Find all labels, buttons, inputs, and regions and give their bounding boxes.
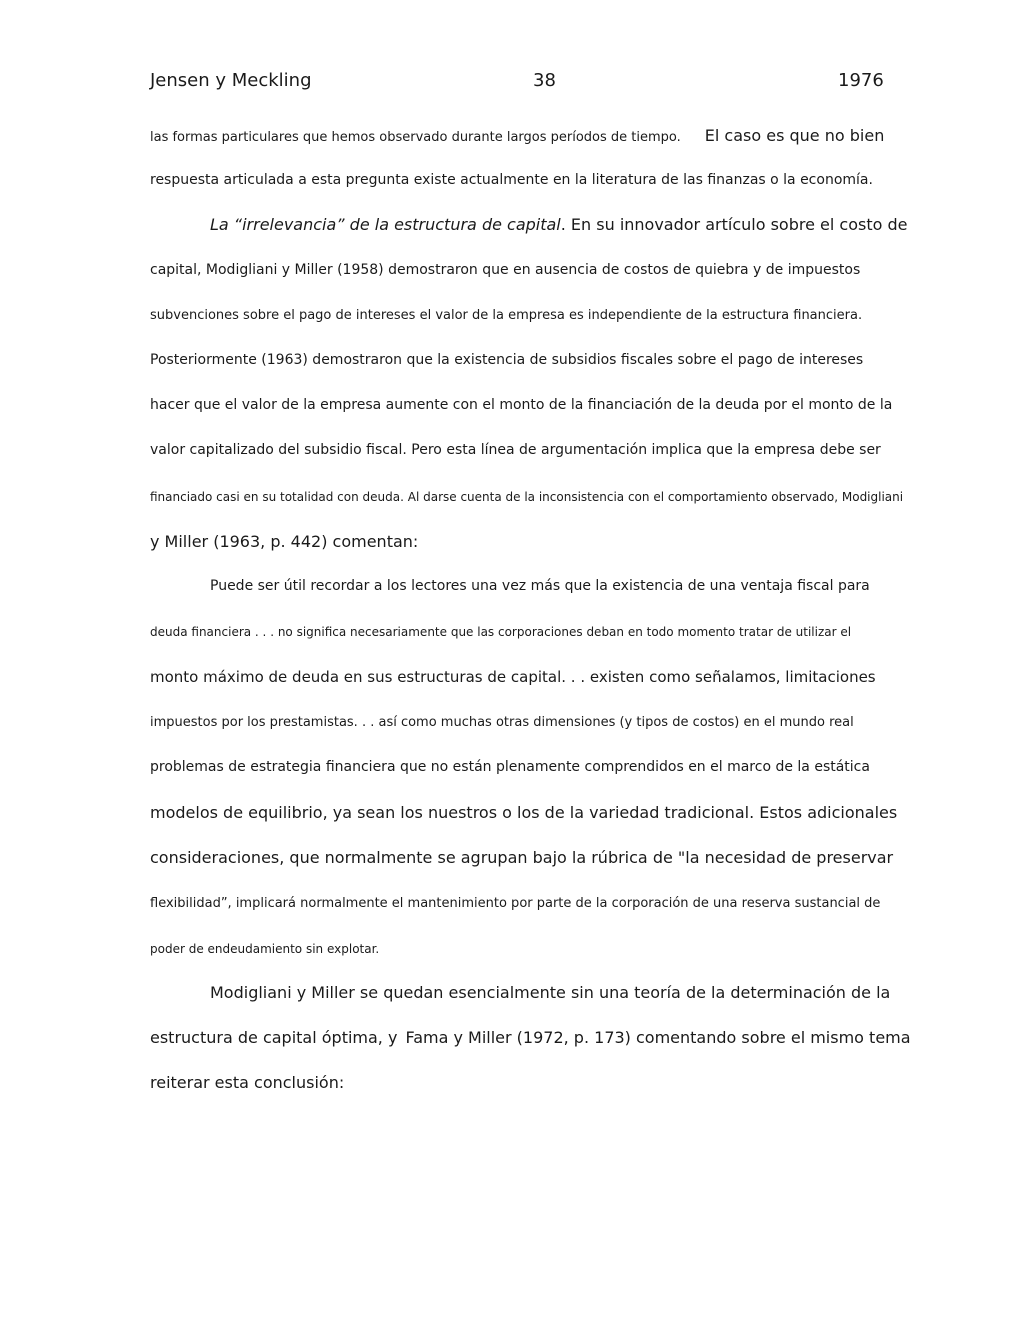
- quote-line-6: modelos de equilibrio, ya sean los nuestros o los de la variedad tradicional. Estos adicionales: [150, 803, 898, 822]
- text-line-4: capital, Modigliani y Miller (1958) demostraron que en ausencia de costos de quiebra y de impuestos: [150, 262, 861, 278]
- text-line-1a: las formas particulares que hemos observado durante largos períodos de tiempo.: [150, 130, 681, 145]
- quote-line-9: poder de endeudamiento sin explotar.: [150, 942, 380, 956]
- paragraph2-line-1: Modigliani y Miller se quedan esencialmente sin una teoría de la determinación de la: [210, 983, 891, 1002]
- text-line-6: Posteriormente (1963) demostraron que la existencia de subsidios fiscales sobre el pago de intereses: [150, 352, 864, 368]
- text-line-9: financiado casi en su totalidad con deuda. Al darse cuenta de la inconsistencia con el comportamiento observado, Modigliani: [150, 490, 904, 504]
- quote-line-2: deuda financiera . . . no significa necesariamente que las corporaciones deban en todo momento tratar de utilizar el: [150, 625, 852, 639]
- section-heading-line: [210, 215, 907, 234]
- header-authors: Jensen y Meckling: [150, 70, 312, 91]
- quote-line-3: monto máximo de deuda en sus estructuras de capital. . . existen como señalamos, limitaciones: [150, 668, 876, 686]
- section-heading-rest: . En su innovador artículo sobre el costo de: [560, 215, 908, 234]
- text-line-7: hacer que el valor de la empresa aumente con el monto de la financiación de la deuda por el monto de la: [150, 397, 893, 413]
- header-page-number: 38: [533, 70, 556, 91]
- header-year: 1976: [838, 70, 884, 91]
- paragraph2-line-2: [150, 1028, 911, 1047]
- section-title-italic: La “irrelevancia” de la estructura de capital: [210, 215, 561, 234]
- quote-line-7: consideraciones, que normalmente se agrupan bajo la rúbrica de "la necesidad de preservar: [150, 848, 894, 867]
- quote-line-5: problemas de estrategia financiera que no están plenamente comprendidos en el marco de la estática: [150, 759, 870, 775]
- quote-line-1: Puede ser útil recordar a los lectores una vez más que la existencia de una ventaja fiscal para: [210, 578, 870, 594]
- quote-line-8: flexibilidad”, implicará normalmente el mantenimiento por parte de la corporación de una reserva sustancial de: [150, 896, 881, 911]
- text-line-10: y Miller (1963, p. 442) comentan:: [150, 532, 419, 551]
- paragraph2-line-2a: estructura de capital óptima, y: [150, 1028, 398, 1047]
- quote-line-4: impuestos por los prestamistas. . . así como muchas otras dimensiones (y tipos de costos) en el mundo real: [150, 715, 854, 730]
- text-line-1: [150, 126, 884, 145]
- text-line-2: respuesta articulada a esta pregunta existe actualmente en la literatura de las finanzas o la economía.: [150, 172, 873, 188]
- text-line-8: valor capitalizado del subsidio fiscal. Pero esta línea de argumentación implica que la empresa debe ser: [150, 442, 881, 458]
- text-line-1b: El caso es que no bien: [704, 126, 885, 145]
- text-line-5: subvenciones sobre el pago de intereses el valor de la empresa es independiente de la estructura financiera.: [150, 308, 863, 323]
- paragraph2-line-3: reiterar esta conclusión:: [150, 1073, 345, 1092]
- paragraph2-line-2b: Fama y Miller (1972, p. 173) comentando sobre el mismo tema: [405, 1028, 911, 1047]
